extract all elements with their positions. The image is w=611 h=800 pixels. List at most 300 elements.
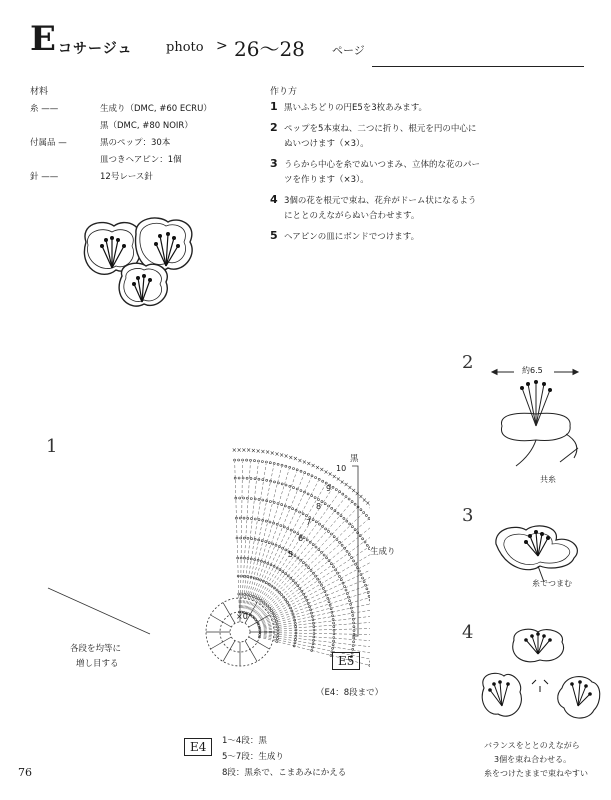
chain-stitch (333, 626, 335, 628)
chain-stitch (242, 459, 244, 461)
single-crochet-mark: × (354, 490, 360, 498)
chain-stitch (269, 521, 271, 523)
chain-stitch (331, 507, 333, 509)
single-crochet-mark: × (241, 447, 247, 454)
stitch-spoke (240, 462, 242, 608)
measure-label: 約6.5 (522, 366, 543, 375)
chain-stitch (238, 593, 240, 595)
stitch-spoke (247, 469, 289, 609)
chain-stitch (281, 483, 283, 485)
chain-stitch (350, 603, 352, 605)
chain-stitch (254, 460, 256, 462)
chain-stitch (293, 468, 295, 470)
single-crochet-mark: × (246, 447, 252, 455)
chain-stitch (362, 538, 364, 540)
chain-stitch (327, 597, 329, 599)
chain-stitch (273, 462, 275, 464)
step-text: ヘアピンの皿にボンドでつけます。 (284, 232, 420, 242)
material-row (30, 136, 170, 148)
chain-stitch (275, 617, 277, 619)
step-text-cont: ツを作ります（×3）。 (284, 175, 369, 185)
chain-stitch (317, 578, 319, 580)
single-crochet-mark: × (274, 450, 280, 458)
chain-stitch (304, 596, 306, 598)
chain-stitch (307, 602, 309, 604)
chain-stitch (285, 484, 287, 486)
chain-stitch (299, 511, 301, 513)
step-text-cont: ぬいつけます（×3）。 (284, 139, 369, 149)
chain-stitch (346, 550, 348, 552)
center-stitch (223, 641, 235, 662)
chain-stitch (294, 531, 296, 533)
center-stitch (249, 637, 270, 649)
corsage-illustration (72, 212, 212, 322)
step2-illustration (488, 368, 598, 478)
instruction-step (270, 228, 570, 245)
figure-number: 2 (462, 352, 474, 373)
single-crochet-mark: × (361, 496, 367, 504)
bundle-note-line: バランスをととのえながら (484, 741, 580, 750)
material-label: 付属品 — (30, 138, 67, 148)
chain-stitch (307, 473, 309, 475)
chain-stitch (328, 601, 330, 603)
step-text-cont: にととのえながらぬい合わせます。 (284, 211, 420, 221)
stitch-spoke (263, 574, 371, 624)
single-crochet-mark (369, 504, 370, 511)
stitch-spoke (264, 620, 370, 631)
chain-stitch (238, 459, 240, 461)
stitch-spoke (255, 498, 345, 613)
single-crochet-mark: × (265, 449, 271, 457)
chain-stitch (273, 615, 275, 617)
chain-stitch (252, 595, 254, 597)
stitch-spoke (235, 462, 240, 608)
chain-stitch (296, 469, 298, 471)
step-number: 2 (270, 121, 278, 134)
chain-stitch (329, 604, 331, 606)
step-text: うらから中心を糸でぬいつまみ、立体的な花のパー (284, 160, 481, 170)
e5-label-box: E5 (332, 652, 360, 670)
chain-stitch (241, 593, 243, 595)
chain-stitch (234, 459, 236, 461)
chain-stitch (272, 543, 274, 545)
instruction-step (270, 156, 570, 173)
chain-stitch (289, 466, 291, 468)
stitch-spoke (264, 612, 370, 629)
chain-stitch (285, 549, 287, 551)
center-mark-label: ×0 (236, 612, 248, 621)
bundle-note-line: 3個を束ね合わせる。 (494, 755, 572, 764)
single-crochet-mark: × (319, 466, 325, 474)
chain-stitch (352, 614, 354, 616)
single-crochet-mark: × (339, 478, 345, 486)
single-crochet-mark: × (347, 484, 353, 492)
legend-line: 1～4段：黒 (222, 736, 267, 746)
single-crochet-mark: × (335, 476, 341, 484)
chain-stitch (306, 539, 308, 541)
stitch-spoke (243, 463, 259, 608)
row-number: 8 (316, 502, 322, 511)
increase-note-line: 増し目する (76, 659, 119, 669)
chain-stitch (339, 491, 341, 493)
e4-note: （E4：8段まで） (316, 688, 384, 698)
chain-stitch (238, 477, 240, 479)
chain-stitch (250, 459, 252, 461)
chain-stitch (304, 472, 306, 474)
chain-stitch (292, 508, 294, 510)
chain-stitch (283, 526, 285, 528)
chain-stitch (323, 554, 325, 556)
single-crochet-mark: × (255, 447, 261, 455)
material-row (30, 153, 182, 165)
material-value: 12号レース針 (100, 172, 153, 182)
chain-stitch (319, 523, 321, 525)
chain-stitch (293, 487, 295, 489)
chain-stitch (335, 489, 337, 491)
chain-stitch (259, 634, 261, 636)
chain-stitch (300, 470, 302, 472)
chain-stitch (277, 626, 279, 628)
chain-stitch (348, 553, 350, 555)
chain-stitch (362, 577, 364, 579)
material-value: 黒（DMC, #80 NOIR） (100, 121, 193, 131)
chain-stitch (312, 544, 314, 546)
chain-stitch (330, 563, 332, 565)
chain-stitch (305, 564, 307, 566)
chain-stitch (308, 567, 310, 569)
chain-stitch (269, 501, 271, 503)
chain-stitch (254, 518, 256, 520)
chain-stitch (295, 639, 297, 641)
chain-stitch (277, 463, 279, 465)
chain-stitch (307, 493, 309, 495)
chain-stitch (351, 611, 353, 613)
chain-stitch (273, 501, 275, 503)
chain-stitch (274, 481, 276, 483)
page-number: 76 (18, 766, 32, 779)
natural-color-label: 生成り (370, 547, 396, 557)
chain-stitch (285, 465, 287, 467)
chain-stitch (318, 478, 320, 480)
row-number: 10 (336, 464, 347, 473)
instructions-heading: 作り方 (270, 87, 298, 97)
pages-suffix: ページ (332, 44, 365, 57)
chain-stitch (251, 538, 253, 540)
chain-stitch (353, 626, 355, 628)
chain-stitch (318, 499, 320, 501)
chain-stitch (243, 537, 245, 539)
material-row (30, 170, 153, 182)
chain-stitch (369, 599, 370, 601)
thread-label: 共糸 (540, 475, 556, 484)
step-number: 5 (270, 229, 278, 242)
single-crochet-mark: × (310, 462, 316, 470)
chain-stitch (315, 477, 317, 479)
single-crochet-mark: × (236, 447, 242, 454)
chain-stitch (265, 603, 267, 605)
chain-stitch (346, 520, 348, 522)
step-number: 1 (270, 100, 278, 113)
stitch-spoke (260, 538, 370, 618)
single-crochet-mark: × (351, 487, 357, 495)
step-text: 3個の花を根元で束ね、花弁がドーム状になるよう (284, 196, 477, 206)
chain-stitch (258, 598, 260, 600)
step4-illustration (476, 626, 606, 732)
chain-stitch (278, 591, 280, 593)
chain-stitch (344, 586, 346, 588)
stitch-spoke (259, 526, 370, 617)
section-title: コサージュ (58, 41, 133, 57)
chain-stitch (353, 560, 355, 562)
chain-stitch (342, 493, 344, 495)
single-crochet-mark: × (279, 451, 285, 459)
single-crochet-mark: × (343, 481, 349, 489)
chain-stitch (333, 536, 335, 538)
stitch-spoke (257, 514, 362, 615)
chain-stitch (254, 478, 256, 480)
chain-stitch (353, 637, 355, 639)
chain-stitch (250, 498, 252, 500)
single-crochet-mark: × (250, 447, 256, 455)
chain-stitch (345, 496, 347, 498)
material-value: 生成り（DMC, #60 ECRU） (100, 104, 212, 114)
chain-stitch (280, 525, 282, 527)
chain-stitch (259, 629, 261, 631)
instruction-step (270, 192, 570, 209)
chain-stitch (290, 529, 292, 531)
chain-stitch (321, 501, 323, 503)
chain-stitch (305, 515, 307, 517)
chain-stitch (258, 460, 260, 462)
single-crochet-mark: × (260, 448, 266, 456)
chain-stitch (287, 528, 289, 530)
chain-stitch (349, 523, 351, 525)
center-round (230, 622, 250, 642)
chain-stitch (341, 544, 343, 546)
chain-stitch (281, 504, 283, 506)
chain-stitch (363, 512, 365, 514)
chain-stitch (265, 541, 267, 543)
photo-pages: 26～28 (234, 37, 305, 61)
material-value: 皿つきヘアピン：1個 (100, 155, 182, 165)
chain-stitch (351, 557, 353, 559)
chain-stitch (268, 583, 270, 585)
single-crochet-mark: × (306, 460, 312, 468)
chain-stitch (339, 541, 341, 543)
chain-stitch (289, 485, 291, 487)
chain-stitch (354, 503, 356, 505)
chain-stitch (324, 503, 326, 505)
chain-stitch (319, 581, 321, 583)
chain-stitch (322, 480, 324, 482)
step-text: 黒いふちどりの円E5を3枚あみます。 (284, 103, 428, 113)
chain-stitch (332, 486, 334, 488)
chain-stitch (368, 595, 370, 597)
center-stitch (223, 603, 235, 624)
row-number: 5 (288, 550, 294, 559)
chain-stitch (256, 578, 258, 580)
chain-stitch (302, 562, 304, 564)
single-crochet-mark: × (301, 458, 307, 466)
chain-stitch (363, 581, 365, 583)
single-crochet-mark: × (314, 464, 321, 472)
chain-stitch (360, 509, 362, 511)
step-number: 3 (270, 157, 278, 170)
step-number: 4 (270, 193, 278, 206)
chain-stitch (315, 546, 317, 548)
chain-stitch (353, 630, 355, 632)
chain-stitch (306, 599, 308, 601)
chain-stitch (333, 566, 335, 568)
chain-stitch (365, 514, 367, 516)
chain-stitch (332, 618, 334, 620)
chain-stitch (366, 588, 368, 590)
material-label: 針 —— (30, 172, 59, 182)
stitch-spoke (262, 566, 370, 623)
single-crochet-mark: × (331, 473, 337, 481)
chain-stitch (277, 632, 279, 634)
single-crochet-mark: × (231, 447, 237, 455)
chain-stitch (276, 623, 278, 625)
row-number: 7 (306, 518, 312, 527)
chain-stitch (281, 464, 283, 466)
photo-label: photo (166, 40, 204, 55)
chain-stitch (239, 517, 241, 519)
chain-stitch (321, 584, 323, 586)
chain-stitch (333, 622, 335, 624)
single-crochet-mark: × (269, 449, 275, 457)
chain-stitch (336, 539, 338, 541)
chain-stitch (243, 497, 245, 499)
material-row (30, 102, 212, 114)
chain-stitch (368, 517, 370, 519)
single-crochet-mark: × (292, 455, 298, 463)
chain-stitch (266, 479, 268, 481)
figure-number: 1 (46, 436, 58, 457)
chain-stitch (247, 537, 249, 539)
chain-stitch (300, 490, 302, 492)
figure-number: 3 (462, 505, 474, 526)
stitch-spoke (258, 520, 368, 616)
stitch-spoke (244, 464, 266, 608)
chain-stitch (340, 579, 342, 581)
chain-stitch (287, 601, 289, 603)
note-leader (48, 588, 150, 634)
chain-stitch (268, 542, 270, 544)
chain-stitch (360, 574, 362, 576)
chain-stitch (351, 501, 353, 503)
single-crochet-mark: × (358, 493, 364, 501)
legend-line: 8段：黒糸で、こまあみにかえる (222, 768, 347, 778)
bundle-note-line: 糸をつけたままで束ねやすい (484, 769, 588, 778)
stitch-spoke (261, 552, 370, 621)
chain-stitch (311, 475, 313, 477)
chain-stitch (277, 635, 279, 637)
chain-stitch (366, 544, 368, 546)
chain-stitch (292, 613, 294, 615)
row-number: 9 (326, 484, 332, 493)
chain-stitch (255, 597, 257, 599)
increase-note-line: 各段を均等に (70, 644, 122, 654)
single-crochet-mark: × (297, 457, 303, 465)
crochet-chart (40, 420, 370, 680)
chain-stitch (243, 517, 245, 519)
materials-heading: 材料 (30, 87, 49, 97)
black-color-label: 黒 (350, 454, 359, 464)
chain-stitch (265, 461, 267, 463)
instruction-step (270, 99, 570, 116)
chain-stitch (269, 462, 271, 464)
chain-stitch (328, 530, 330, 532)
chain-stitch (260, 599, 262, 601)
chain-stitch (270, 610, 272, 612)
step-text: ペップを5本束ね、二つに折り、根元を円の中心に (284, 124, 477, 134)
stitch-spoke (245, 465, 274, 608)
header-rule (372, 66, 584, 67)
chain-stitch (275, 620, 277, 622)
chain-stitch (332, 644, 334, 646)
chain-stitch (246, 459, 248, 461)
chain-stitch (314, 497, 316, 499)
chain-stitch (302, 513, 304, 515)
figure-number: 4 (462, 622, 474, 643)
chain-stitch (262, 499, 264, 501)
chain-stitch (339, 575, 341, 577)
chain-stitch (261, 461, 263, 463)
chain-stitch (345, 589, 347, 591)
single-crochet-mark: × (327, 471, 333, 479)
chain-stitch (330, 533, 332, 535)
chain-stitch (315, 521, 317, 523)
chain-stitch (265, 520, 267, 522)
chain-stitch (342, 582, 344, 584)
chain-stitch (244, 575, 246, 577)
chain-stitch (318, 549, 320, 551)
single-crochet-mark: × (365, 500, 370, 508)
e4-label-box: E4 (184, 738, 212, 756)
chain-stitch (267, 605, 269, 607)
chain-stitch (349, 600, 351, 602)
chain-stitch (277, 629, 279, 631)
chain-stitch (247, 594, 249, 596)
chain-stitch (276, 567, 278, 569)
single-crochet-mark: × (283, 453, 289, 460)
chain-stitch (276, 641, 278, 643)
chain-stitch (348, 498, 350, 500)
chain-stitch (326, 557, 328, 559)
chain-stitch (295, 626, 297, 628)
section-letter: E (30, 19, 56, 59)
center-stitch (211, 637, 232, 649)
material-value: 黒のペップ：30本 (100, 138, 171, 148)
chain-stitch (244, 593, 246, 595)
stitch-spoke (242, 462, 251, 608)
chain-stitch (351, 526, 353, 528)
chain-stitch (272, 612, 274, 614)
chain-stitch (303, 537, 305, 539)
chain-stitch (246, 477, 248, 479)
chain-stitch (258, 498, 260, 500)
chain-stitch (332, 647, 334, 649)
chain-stitch (325, 528, 327, 530)
chain-stitch (288, 506, 290, 508)
chain-stitch (258, 478, 260, 480)
material-label: 糸 —— (30, 104, 59, 114)
material-row (30, 119, 193, 131)
chain-stitch (258, 519, 260, 521)
chain-stitch (249, 595, 251, 597)
chain-stitch (343, 517, 345, 519)
